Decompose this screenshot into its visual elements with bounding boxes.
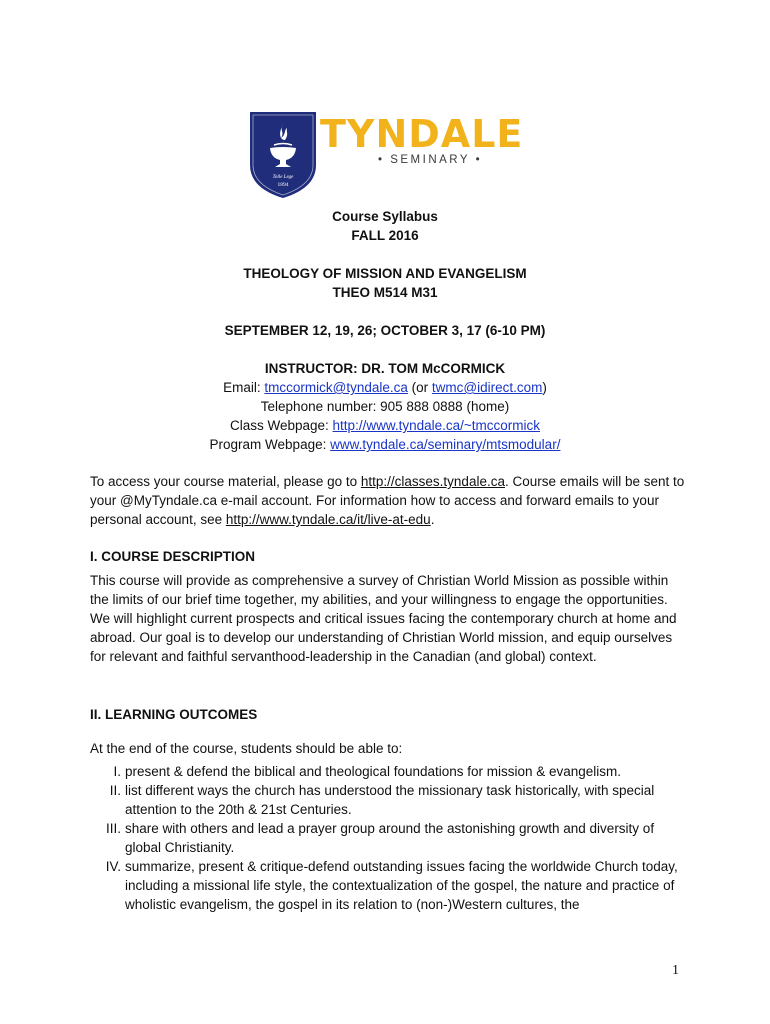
tyndale-wordmark: TYNDALE	[320, 112, 524, 156]
svg-text:Tolle Lege: Tolle Lege	[272, 175, 294, 180]
section-heading-outcomes: II. LEARNING OUTCOMES	[90, 707, 258, 722]
email-alt-prefix: (or	[407, 380, 432, 395]
class-webpage-link[interactable]: http://www.tyndale.ca/~tmccormick	[332, 418, 540, 433]
class-webpage-label: Class Webpage:	[229, 418, 333, 433]
instructor-phone: Telephone number: 905 888 0888 (home)	[260, 399, 510, 414]
program-webpage-label: Program Webpage:	[209, 437, 331, 452]
email-link[interactable]: tmccormick@tyndale.ca	[264, 380, 408, 395]
classes-link[interactable]: http://classes.tyndale.ca	[360, 474, 505, 489]
instructor-name: INSTRUCTOR: DR. TOM McCORMICK	[264, 361, 506, 376]
list-item-number: III.	[105, 821, 121, 836]
outcomes-list	[90, 762, 690, 914]
list-item-text: summarize, present & critique-defend outstanding issues facing the worldwide Church today, including a missional life style, the contextualization of the gospel, the nature and practice of wholistic evangelism, the gospel in its relation to (non-)Western cultures, the	[125, 859, 678, 912]
email-label: Email:	[223, 380, 265, 395]
list-item-text: present & defend the biblical and theological foundations for mission & evangelism.	[125, 764, 622, 779]
list-item-number: IV.	[105, 859, 121, 874]
program-webpage-line	[0, 435, 770, 454]
email-alt-link[interactable]: twmc@idirect.com	[431, 380, 543, 395]
term: FALL 2016	[351, 228, 419, 243]
course-dates: SEPTEMBER 12, 19, 26; OCTOBER 3, 17 (6-10 PM)	[224, 323, 546, 338]
list-item-text: share with others and lead a prayer group around the astonishing growth and diversity of global Christianity.	[125, 821, 655, 855]
list-item	[90, 762, 690, 781]
instructor-email-line	[0, 378, 770, 397]
access-text-1: To access your course material, please go to	[90, 474, 361, 489]
page-number: 1	[672, 963, 679, 978]
list-item	[90, 781, 690, 819]
email-alt-suffix: )	[542, 380, 547, 395]
list-item-text: list different ways the church has understood the missionary task historically, with special attention to the 20th & 21st Centuries.	[125, 783, 655, 817]
access-paragraph	[90, 472, 690, 529]
list-item-number: I.	[113, 764, 121, 779]
seminary-crest-icon	[248, 110, 318, 200]
outcomes-intro: At the end of the course, students should be able to:	[90, 741, 403, 756]
doc-type: Course Syllabus	[332, 209, 438, 224]
svg-text:1894: 1894	[277, 182, 289, 188]
seminary-subtitle: • SEMINARY •	[378, 154, 483, 166]
course-description: This course will provide as comprehensive a survey of Christian World Mission as possible within the limits of our brief time together, my abilities, and your willingness to engage the opportunities. We will highlight current prospects and critical issues facing the contemporary church at home and abroad. Our goal is to develop our understanding of Christian World mission, and equip ourselves for relevant and faithful servanthood-leadership in the Canadian (and global) context.	[90, 573, 677, 664]
access-text-3: .	[430, 512, 435, 527]
list-item	[90, 819, 690, 857]
course-code: THEO M514 M31	[332, 285, 438, 300]
tyndale-logo	[248, 110, 528, 202]
section-heading-description: I. COURSE DESCRIPTION	[90, 549, 256, 564]
course-title: THEOLOGY OF MISSION AND EVANGELISM	[243, 266, 527, 281]
list-item-number: II.	[109, 783, 121, 798]
list-item	[90, 857, 690, 914]
class-webpage-line	[0, 416, 770, 435]
access-text-2: . Course emails will be sent to your @MyTyndale.ca e-mail account. For information how to access and forward emails to your personal account, see	[90, 474, 685, 527]
live-at-edu-link[interactable]: http://www.tyndale.ca/it/live-at-edu	[225, 512, 431, 527]
program-webpage-link[interactable]: www.tyndale.ca/seminary/mtsmodular/	[330, 437, 561, 452]
